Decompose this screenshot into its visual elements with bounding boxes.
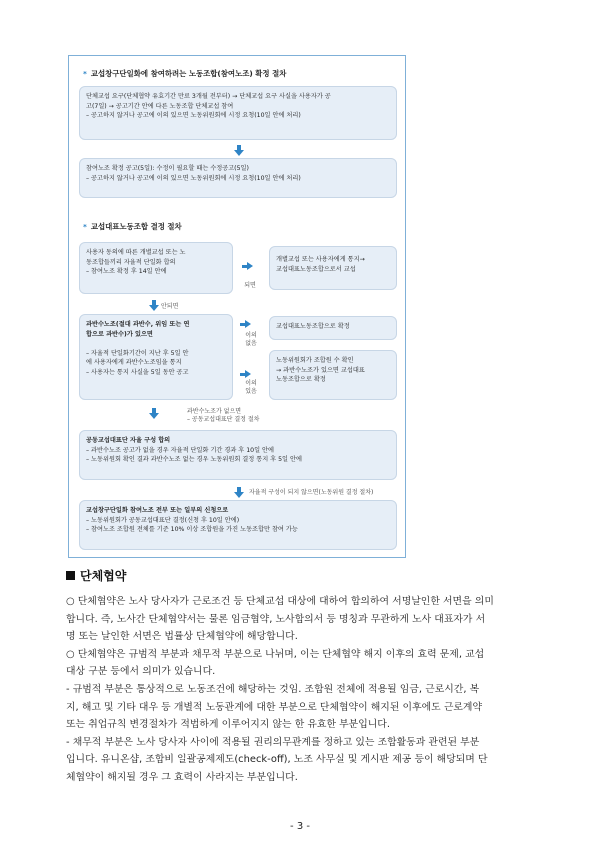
page-number: - 3 - (290, 821, 310, 832)
confirmed-box: 교섭대표노동조합으로 확정 (269, 316, 397, 340)
section1-title: * 교섭창구단일화에 참여하려는 노동조합(참여노조) 확정 절차 (83, 69, 287, 78)
paragraph-line: 체협약이 해지될 경우 그 효력이 사라지는 부분입니다. (66, 771, 298, 783)
paragraph-line: ○ 단체협약은 노사 당사자가 근로조건 등 단체교섭 대상에 대하여 합의하여 서명날인한 서면을 의미 (66, 596, 494, 607)
paragraph-line: 지, 해고 및 기타 대우 등 개별적 노동관계에 대한 부분으로 단체협약이 해지된 이후에도 근로계약 (66, 701, 482, 713)
star-icon: * (83, 222, 87, 231)
joint-bargaining-box: 공동교섭대표단 자율 구성 합의 – 과반수노조 공고가 없을 경우 자율적 단일화 기간 경과 후 10일 안에 – 노동위원회 확인 결과 과반수노조 없는 경우 노동위원회 결정 통지 후 5일 안에 (79, 430, 397, 480)
paragraph-line: - 규범적 부분은 통상적으로 노동조건에 해당하는 것임. 조합원 전체에 적용될 임금, 근로시간, 복 (66, 683, 480, 695)
label-no-objection: 이의 없음 (245, 332, 257, 347)
body-paragraphs (66, 593, 544, 787)
application-box: 교섭창구단일화 참여노조 전부 또는 일부의 신청으로 – 노동위원회가 공동교섭대표단 결정(신청 후 10일 안에) – 참여노조 조합원 전체를 기준 10% 이상 조합원을 가진 노동조합만 참여 가능 (79, 500, 397, 550)
label-fail: 안되면 (161, 303, 179, 310)
paragraph-line: 합니다. 즉, 노사간 단체협약서는 물론 임금협약, 노사합의서 등 명칭과 무관하게 노사 대표자가 서 (66, 613, 486, 625)
majority-union-box: 과반수노조(절대 과반수, 위임 또는 연 합으로 과반수)가 있으면 – 자율적 단일화기간이 지난 후 5일 안 에 사용자에게 과반수노조임을 통지 – 사용자는 통지 사실을 5일 동안 공고 (79, 314, 233, 400)
paragraph-line: 또는 취업규칙 변경절차가 적법하게 이루어지지 않는 한 유효한 부분입니다. (66, 719, 390, 731)
section2-title: * 교섭대표노동조합 결정 절차 (83, 222, 182, 231)
arrow-down-icon (234, 150, 244, 156)
arrow-down-icon (234, 492, 244, 498)
section-heading: 단체협약 (66, 567, 126, 584)
arrow-down-icon (149, 305, 159, 311)
label-success: 되면 (244, 282, 256, 289)
star-icon: * (83, 69, 87, 78)
arrow-down-icon (149, 413, 159, 419)
individual-bargain-box: 개별교섭 또는 사용자에게 통지→ 교섭대표노동조합으로서 교섭 (269, 246, 397, 290)
arrow-right-icon (245, 370, 251, 378)
label-no-majority: 과반수노조가 없으면 – 공동교섭대표단 결정 절차 (187, 408, 260, 423)
label-joint-fail: 자율적 구성이 되지 않으면(노동위원 결정 절차) (249, 489, 374, 496)
procedure-figure (68, 55, 406, 558)
paragraph-line: ○ 단체협약은 규범적 부분과 채무적 부분으로 나뉘며, 이는 단체협약 해지 이후의 효력 문제, 교섭 (66, 648, 485, 660)
paragraph-line: 명 또는 날인한 서면은 법률상 단체협약에 해당합니다. (66, 631, 298, 643)
commission-check-box: 노동위원회가 조합원 수 확인 → 과반수노조가 있으면 교섭대표 노동조합으로 확정 (269, 350, 397, 400)
arrow-right-icon (245, 320, 251, 328)
voluntary-box: 사용자 동의에 따른 개별교섭 또는 노 동조합들끼리 자율적 단일화 합의 – 참여노조 확정 후 14일 안에 (79, 242, 233, 294)
confirm-notice-box: 참여노조 확정 공고(5일): 수정이 필요할 때는 수정공고(5일) – 공고하지 않거나 공고에 이의 있으면 노동위원회에 시정 요청(10일 안에 처리) (79, 158, 397, 198)
paragraph-line: - 채무적 부분은 노사 당사자 사이에 적용될 권리의무관계를 정하고 있는 조합활동과 관련된 부분 (66, 736, 480, 748)
arrow-right-icon (247, 262, 253, 270)
paragraph-line: 대상 구분 등에서 의미가 있습니다. (66, 666, 216, 678)
label-objection: 이의 있음 (245, 380, 257, 395)
square-bullet-icon (66, 571, 75, 580)
request-box: 단체교섭 요구(단체협약 유효기간 만료 3개월 전부터) → 단체교섭 요구 사실을 사용자가 공 고(7일) → 공고기간 안에 다른 노동조합 단체교섭 참여 – 공고하지 않거나 공고에 이의 있으면 노동위원회에 시정 요청(10일 안에 처리) (79, 86, 397, 140)
paragraph-line: 입니다. 유니온샵, 조합비 일괄공제제도(check-off), 노조 사무실 및 게시판 제공 등이 해당되며 단 (66, 754, 488, 766)
